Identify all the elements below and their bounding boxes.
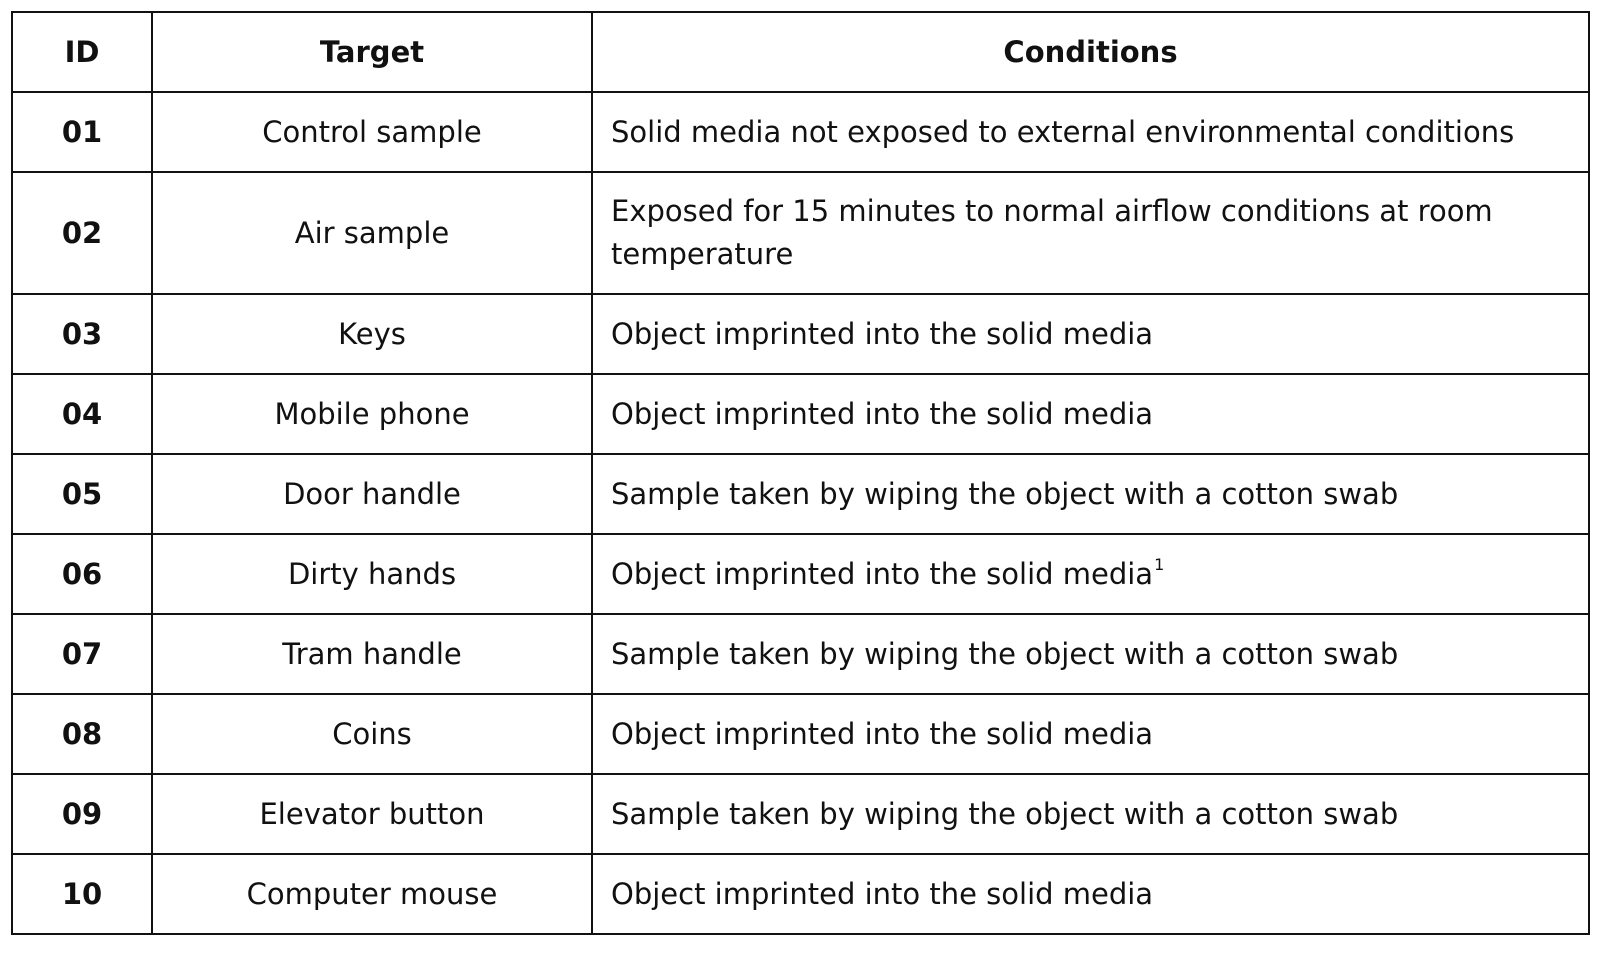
row-target-cell: Control sample [152, 92, 592, 172]
table-body [12, 92, 1589, 934]
table-row [12, 294, 1589, 374]
table-row [12, 92, 1589, 172]
conditions-text: Object imprinted into the solid media [611, 556, 1154, 591]
row-conditions-cell: Solid media not exposed to external environmental conditions [592, 92, 1589, 172]
row-conditions-cell: Object imprinted into the solid media [592, 294, 1589, 374]
row-target-cell: Keys [152, 294, 592, 374]
row-id-cell: 10 [12, 854, 152, 934]
row-conditions-cell: Exposed for 15 minutes to normal airflow conditions at room temperature [592, 172, 1589, 294]
row-conditions-cell: Object imprinted into the solid media [592, 374, 1589, 454]
row-conditions-cell: Sample taken by wiping the object with a cotton swab [592, 774, 1589, 854]
row-conditions-cell: Object imprinted into the solid media [592, 854, 1589, 934]
table-row [12, 854, 1589, 934]
row-conditions-cell: Sample taken by wiping the object with a cotton swab [592, 614, 1589, 694]
row-conditions-cell: Sample taken by wiping the object with a cotton swab [592, 454, 1589, 534]
row-id-cell: 02 [12, 172, 152, 294]
row-target-cell: Air sample [152, 172, 592, 294]
header-target: Target [152, 12, 592, 92]
footnote-marker: 1 [1154, 554, 1165, 574]
row-id-cell: 07 [12, 614, 152, 694]
row-target-cell: Coins [152, 694, 592, 774]
table-row [12, 774, 1589, 854]
table-row [12, 454, 1589, 534]
samples-table [11, 11, 1590, 935]
header-row [12, 12, 1589, 92]
header-id: ID [12, 12, 152, 92]
table-row [12, 614, 1589, 694]
row-target-cell: Dirty hands [152, 534, 592, 614]
row-target-cell: Elevator button [152, 774, 592, 854]
row-target-cell: Door handle [152, 454, 592, 534]
row-id-cell: 01 [12, 92, 152, 172]
row-id-cell: 06 [12, 534, 152, 614]
row-conditions-cell: Object imprinted into the solid media [592, 694, 1589, 774]
table-row [12, 172, 1589, 294]
table-header [12, 12, 1589, 92]
row-id-cell: 08 [12, 694, 152, 774]
table-row [12, 694, 1589, 774]
header-conditions: Conditions [592, 12, 1589, 92]
row-id-cell: 04 [12, 374, 152, 454]
row-target-cell: Mobile phone [152, 374, 592, 454]
row-target-cell: Tram handle [152, 614, 592, 694]
row-target-cell: Computer mouse [152, 854, 592, 934]
row-id-cell: 05 [12, 454, 152, 534]
row-conditions-cell [592, 534, 1589, 614]
row-id-cell: 09 [12, 774, 152, 854]
row-id-cell: 03 [12, 294, 152, 374]
table-row [12, 374, 1589, 454]
table-row [12, 534, 1589, 614]
